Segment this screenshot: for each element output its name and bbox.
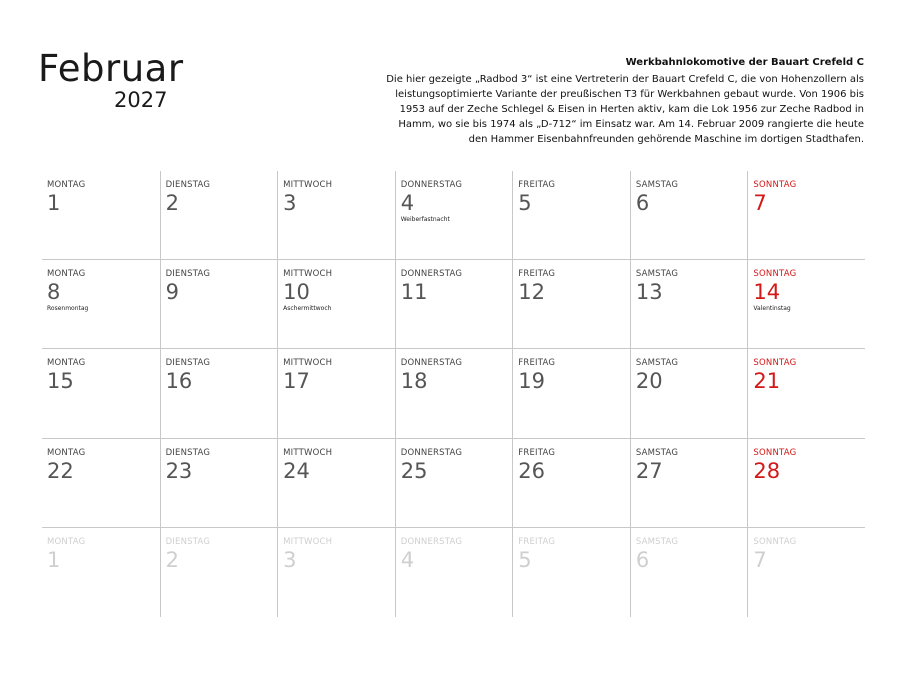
day-cell [630, 171, 748, 260]
day-cell [630, 528, 748, 617]
day-number: 24 [283, 458, 310, 483]
weekday-label: SONNTAG [753, 269, 797, 280]
day-cell [160, 439, 278, 528]
weekday-label: SONNTAG [753, 536, 797, 547]
day-number: 3 [283, 547, 297, 572]
day-cell [395, 260, 513, 349]
day-cell [42, 260, 160, 349]
weekday-label: FREITAG [518, 358, 556, 369]
day-cell [160, 260, 278, 349]
day-cell [747, 528, 865, 617]
day-cell [512, 349, 630, 438]
day-number: 25 [400, 458, 428, 483]
day-cell [630, 260, 748, 349]
weekday-label: FREITAG [518, 180, 556, 190]
weekday-label: MONTAG [47, 180, 86, 190]
day-cell [160, 528, 278, 617]
weekday-label: MITTWOCH [283, 358, 333, 369]
day-cell [512, 260, 630, 349]
day-number: 15 [47, 369, 74, 394]
weekday-label: MONTAG [47, 358, 86, 369]
day-number: 20 [635, 369, 663, 394]
day-number: 12 [518, 280, 546, 305]
weekday-label: MITTWOCH [283, 536, 333, 547]
day-number: 16 [165, 369, 193, 394]
day-cell [42, 349, 160, 438]
weekday-label: MITTWOCH [283, 447, 333, 458]
calendar-grid [42, 171, 865, 617]
weekday-label: SAMSTAG [635, 180, 679, 190]
day-cell [160, 349, 278, 438]
description-title: Werkbahnlokomotive der Bauart Crefeld C [625, 57, 864, 68]
day-cell [512, 528, 630, 617]
day-cell [512, 171, 630, 260]
weekday-label: DIENSTAG [165, 536, 211, 547]
weekday-label: DONNERSTAG [400, 447, 463, 458]
weekday-label: FREITAG [518, 269, 556, 280]
description-text: Die hier gezeigte „Radbod 3“ ist eine Vertreterin der Bauart Crefeld C, die von Hohenzollern als leistungsoptimierte Variante der preußischen T3 für Werkbahnen gebaut wurde. Von 1906 bis 1953 auf der Zeche Schlegel & Eisen in Herten aktiv, kam die Lok 1956 zur Zeche Radbod in Hamm, wo sie bis 1974 als „D-712“ im Einsatz war. Am 14. Februar 2009 rangierte die heute den Hammer Eisenbahnfreunden gehörende Maschine im dortigen Stadthafen. [386, 74, 864, 145]
day-cell [395, 349, 513, 438]
holiday-label: Valentinstag [753, 305, 791, 313]
weekday-label: FREITAG [518, 536, 556, 547]
day-cell [512, 439, 630, 528]
day-cell [42, 528, 160, 617]
month-title: Februar [38, 47, 184, 90]
weekday-label: MITTWOCH [283, 180, 333, 190]
day-cell [395, 171, 513, 260]
weekday-label: MONTAG [47, 269, 86, 280]
weekday-label: SAMSTAG [635, 269, 679, 280]
day-number: 21 [753, 369, 781, 394]
day-cell [42, 171, 160, 260]
weekday-label: FREITAG [518, 447, 556, 458]
weekday-label: DONNERSTAG [400, 536, 463, 547]
day-number: 5 [518, 191, 532, 215]
weekday-label: MONTAG [47, 447, 86, 458]
day-number: 1 [47, 547, 61, 572]
photo-description [384, 55, 864, 147]
weekday-label: DONNERSTAG [400, 358, 463, 369]
day-number: 6 [635, 547, 650, 572]
day-number: 10 [283, 280, 310, 305]
year-label: 2027 [114, 88, 168, 112]
day-number: 26 [518, 458, 546, 483]
day-number: 2 [165, 547, 179, 572]
day-cell [630, 439, 748, 528]
day-number: 19 [518, 369, 546, 394]
weekday-label: SAMSTAG [635, 447, 679, 458]
holiday-label: Rosenmontag [47, 305, 89, 313]
day-number: 18 [400, 369, 428, 394]
day-number: 4 [400, 191, 415, 215]
day-cell [747, 349, 865, 438]
weekday-label: DIENSTAG [165, 358, 211, 369]
holiday-label: Weiberfastnacht [400, 216, 450, 223]
day-number: 2 [165, 191, 179, 215]
day-number: 7 [753, 191, 767, 215]
weekday-label: SONNTAG [753, 447, 797, 458]
day-cell [277, 349, 395, 438]
day-number: 6 [635, 191, 650, 215]
weekday-label: DIENSTAG [165, 269, 211, 280]
day-number: 8 [47, 280, 61, 305]
day-number: 14 [753, 280, 781, 305]
day-number: 3 [283, 191, 297, 215]
day-cell [277, 260, 395, 349]
day-number: 22 [47, 458, 74, 483]
day-number: 28 [753, 458, 781, 483]
day-cell [160, 171, 278, 260]
day-number: 17 [283, 369, 310, 394]
day-cell [747, 439, 865, 528]
weekday-label: MITTWOCH [283, 269, 333, 280]
weekday-label: DIENSTAG [165, 447, 211, 458]
day-cell [42, 439, 160, 528]
day-cell [277, 528, 395, 617]
day-cell [747, 260, 865, 349]
weekday-label: DONNERSTAG [400, 180, 463, 190]
day-number: 27 [635, 458, 663, 483]
weekday-label: MONTAG [47, 536, 86, 547]
day-cell [630, 349, 748, 438]
weekday-label: SAMSTAG [635, 358, 679, 369]
weekday-label: SONNTAG [753, 358, 797, 369]
holiday-label: Aschermittwoch [283, 305, 332, 313]
day-number: 11 [400, 280, 428, 305]
day-number: 7 [753, 547, 767, 572]
weekday-label: DONNERSTAG [400, 269, 463, 280]
day-number: 13 [635, 280, 663, 305]
weekday-label: SAMSTAG [635, 536, 679, 547]
day-cell [277, 439, 395, 528]
weekday-label: SONNTAG [753, 180, 797, 190]
day-cell [395, 439, 513, 528]
day-cell [747, 171, 865, 260]
day-cell [395, 528, 513, 617]
day-number: 9 [165, 280, 179, 305]
weekday-label: DIENSTAG [165, 180, 211, 190]
day-number: 4 [400, 547, 415, 572]
day-number: 1 [47, 191, 61, 215]
day-cell [277, 171, 395, 260]
day-number: 5 [518, 547, 532, 572]
day-number: 23 [165, 458, 193, 483]
